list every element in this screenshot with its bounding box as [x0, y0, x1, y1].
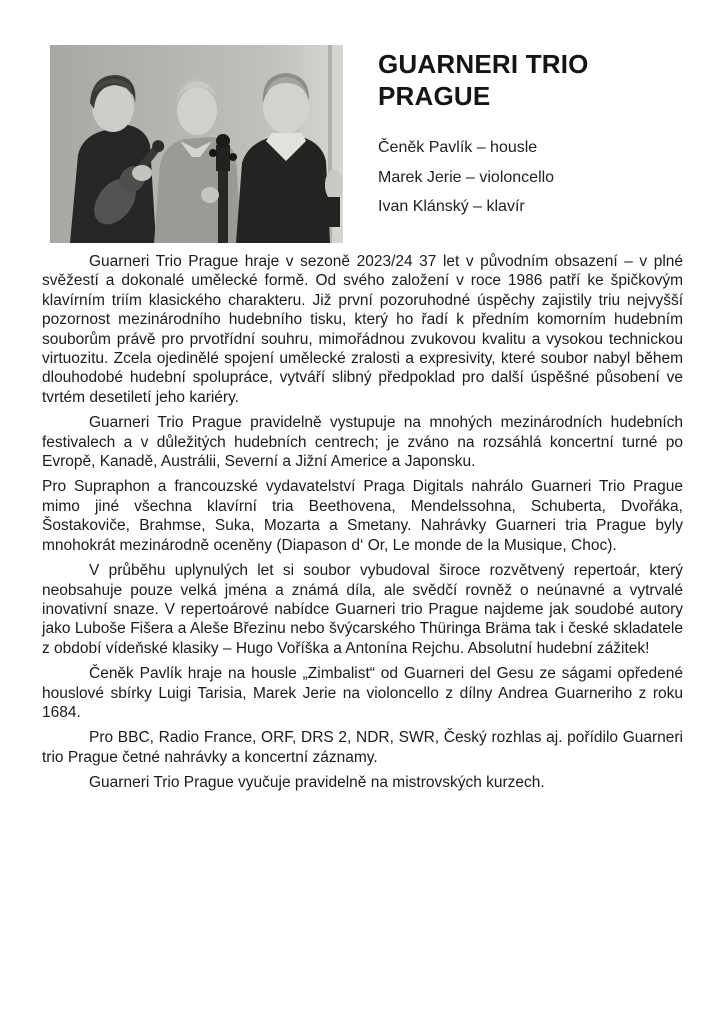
page-title-line2: PRAGUE: [378, 81, 491, 111]
paragraph-instruments: Čeněk Pavlík hraje na housle „Zimbalist“ od Guarneri del Gesu ze ságami opředené houslové sbírky Luigi Tarisia, Marek Jerie na violoncello z dílny Andrea Guarneriho z roku 1684.: [42, 665, 683, 721]
header-column: [343, 45, 589, 243]
member-piano: Ivan Klánský – klavír: [378, 198, 525, 215]
member-cello: Marek Jerie – violoncello: [378, 168, 555, 186]
trio-photo: [50, 45, 343, 243]
page-title-line1: GUARNERI TRIO: [378, 49, 589, 79]
paragraph-recordings: Pro Supraphon a francouzské vydavatelství Praga Digitals nahrálo Guarneri Trio Prague mimo jiné všechna klavírní tria Beethovena, Mendelssohna, Schuberta, Dvořáka, Šostakoviče, Brahmse, Suka, Mozarta a Smetany. Nahrávky Guarneri tria Prague byly mnohokrát mezinárodně oceněny (Diapason d‘ Or, Le monde de la Musique, Choc).: [42, 478, 683, 554]
paragraph-broadcasters: Pro BBC, Radio France, ORF, DRS 2, NDR, SWR, Český rozhlas aj. pořídilo Guarneri trio Prague četné nahrávky a koncertní záznamy.: [42, 729, 683, 766]
paragraph-festivals: Guarneri Trio Prague pravidelně vystupuje na mnohých mezinárodních hudebních festivalech a v důležitých hudebních centrech; je zváno na rozsáhlá koncertní turné po Evropě, Kanadě, Austrálii, Severní a Jižní Americe a Japonsku.: [42, 414, 683, 471]
member-list: [378, 138, 589, 216]
page-title: [378, 48, 589, 112]
trio-photo-illustration: [50, 45, 343, 243]
body-text: [42, 252, 683, 799]
member-violin: Čeněk Pavlík – housle: [378, 139, 538, 156]
paragraph-history: Guarneri Trio Prague hraje v sezoně 2023/24 37 let v původním obsazení – v plné svěžestí a dokonalé umělecké formě. Od svého založení v roce 1986 patří ke špičkovým klavírním triím klasického charakteru. Již první pozoruhodné úspěchy zajistily triu nejvyšší pozornost mezinárodního hudebního tisku, který ho řadí k předním komorním hudebním souborům právě pro prvotřídní souhru, mimořádnou zvukovou kvalitu a vysokou technickou virtuozitu. Zcela ojedinělé spojení umělecké zralosti a expresivity, které soubor nabyl během dlouhodobé hudební spolupráce, vytváří slibný předpoklad pro další úspěšné působení ve tvrtém desetiletí jeho kariéry.: [42, 253, 683, 406]
paragraph-repertoire: V průběhu uplynulých let si soubor vybudoval široce rozvětvený repertoár, který neobsahuje pouze velká jména a známá díla, ale svědčí rovněž o neúnavné a vytrvalé inovativní snaze. V repertoárové nabídce Guarneri trio Prague najdeme jak soudobé autory jako Luboše Fišera a Aleše Březinu nebo švýcarského Thüringa Bräma tak i české skladatele z období vídeňské klasiky – Hugo Voříška a Antonína Rejchu. Absolutní hudební zážitek!: [42, 562, 683, 657]
paragraph-masterclass: Guarneri Trio Prague vyučuje pravidelně na mistrovských kurzech.: [89, 774, 545, 792]
top-section: [50, 45, 682, 243]
